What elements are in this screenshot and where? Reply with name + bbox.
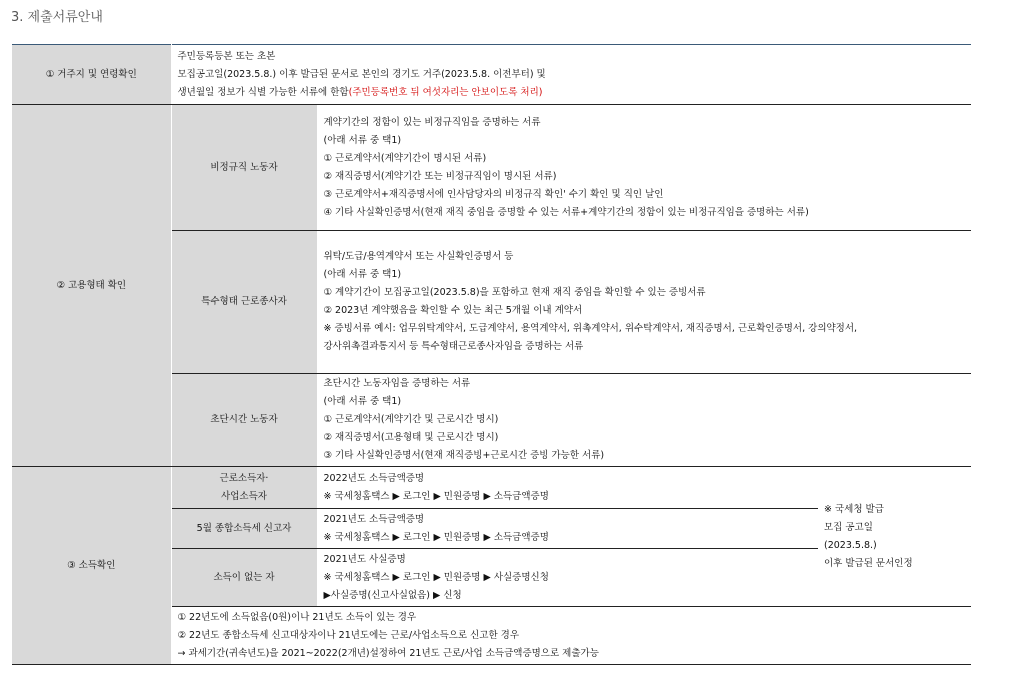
nonregular-row	[12, 105, 971, 231]
employment-label: ② 고용형태 확인	[12, 105, 171, 467]
issuance-note: ※ 국세청 발급 모집 공고일 (2023.5.8.) 이후 발급된 문서인정	[818, 467, 971, 607]
no-income-desc: 2021년도 사실증명 ※ 국세청홈택스 ▶ 로그인 ▶ 민원증명 ▶ 사실증명신청 ▶사실증명(신고사실없음) ▶ 신청	[317, 549, 818, 607]
earner-label: 근로소득자· 사업소득자	[171, 467, 317, 509]
section-title: 3. 제출서류안내	[11, 10, 103, 25]
special-label: 특수형태 근로종사자	[171, 231, 317, 374]
documents-table	[12, 44, 971, 665]
income-footer: ① 22년도에 소득없음(0원)이나 21년도 소득이 있는 경우 ② 22년도 종합소득세 신고대상자이나 21년도에는 근로/사업소득으로 신고한 경우 → 과세기간(귀속년도)을 2021~2022(2개년)설정하여 21년도 근로/사업 소득금액증명으로 제출가능	[171, 607, 971, 665]
income-label: ③ 소득확인	[12, 467, 171, 665]
earner-desc: 2022년도 소득금액증명 ※ 국세청홈택스 ▶ 로그인 ▶ 민원증명 ▶ 소득금액증명	[317, 467, 818, 509]
no-income-label: 소득이 없는 자	[171, 549, 317, 607]
nonregular-label: 비정규직 노동자	[171, 105, 317, 231]
privacy-warning: (주민등록번호 뒤 여섯자리는 안보이도록 처리)	[348, 86, 543, 98]
shorttime-desc: 초단시간 노동자임을 증명하는 서류 (아래 서류 중 택1) ① 근로계약서(계약기간 및 근로시간 명시) ② 재직증명서(고용형태 및 근로시간 명시) ③ 기타 사실확인증명서(현재 재직증빙+근로시간 증빙 가능한 서류)	[317, 374, 971, 467]
earner-row	[12, 467, 971, 509]
residence-row	[12, 45, 971, 105]
may-filer-label: 5월 종합소득세 신고자	[171, 509, 317, 549]
shorttime-label: 초단시간 노동자	[171, 374, 317, 467]
may-filer-desc: 2021년도 소득금액증명 ※ 국세청홈택스 ▶ 로그인 ▶ 민원증명 ▶ 소득금액증명	[317, 509, 818, 549]
residence-desc: 주민등록등본 또는 초본 모집공고일(2023.5.8.) 이후 발급된 문서로 본인의 경기도 거주(2023.5.8. 이전부터) 및 생년월일 정보가 식별 가능한 서류에 한함(주민등록번호 뒤 여섯자리는 안보이도록 처리)	[171, 45, 971, 105]
special-desc: 위탁/도급/용역계약서 또는 사실확인증명서 등 (아래 서류 중 택1) ① 계약기간이 모집공고일(2023.5.8)을 포함하고 현재 재직 중임을 확인할 수 있는 증빙서류 ② 2023년 계약했음을 확인할 수 있는 최근 5개월 이내 계약서 ※ 증빙서류 예시: 업무위탁계약서, 도급계약서, 용역계약서, 위촉계약서, 위수탁계약서, 재직증명서, 근로확인증명서, 강의약정서, 강사위촉결과통지서 등 특수형태근로종사자임을 증명하는 서류	[317, 231, 971, 374]
residence-label: ① 거주지 및 연령확인	[12, 45, 171, 105]
nonregular-desc: 계약기간의 정함이 있는 비정규직임을 증명하는 서류 (아래 서류 중 택1) ① 근로계약서(계약기간이 명시된 서류) ② 재직증명서(계약기간 또는 비정규직임이 명시된 서류) ③ 근로계약서+재직증명서에 인사담당자의 비정규직 확인' 수기 확인 및 직인 날인 ④ 기타 사실확인증명서(현재 재직 중임을 증명할 수 있는 서류+계약기간의 정함이 있는 비정규직임을 증명하는 서류)	[317, 105, 971, 231]
